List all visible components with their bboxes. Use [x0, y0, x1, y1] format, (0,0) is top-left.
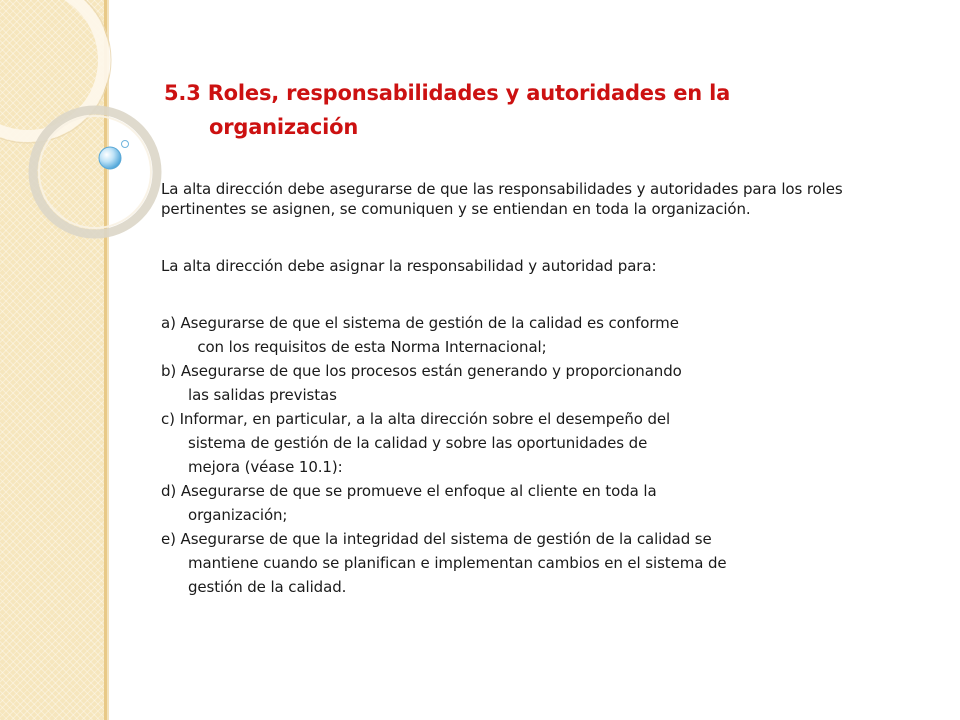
list-item — [161, 407, 931, 479]
list-item-line: mantiene cuando se planifican e implementan cambios en el sistema de — [188, 554, 727, 572]
list-item-line: mejora (véase 10.1): — [188, 458, 343, 476]
list-item-line: e) Asegurarse de que la integridad del sistema de gestión de la calidad se — [161, 530, 712, 548]
list-item-line: gestión de la calidad. — [188, 578, 347, 596]
ring-medium-inner — [39, 116, 151, 228]
ring-medium — [33, 110, 157, 234]
list-item — [161, 311, 931, 359]
list-item — [161, 527, 931, 599]
bubble-icon — [99, 147, 121, 169]
list-item — [161, 359, 931, 407]
list-item-line: organización; — [188, 506, 288, 524]
list-item-line: las salidas previstas — [188, 386, 337, 404]
list-item-line: a) Asegurarse de que el sistema de gestión de la calidad es conforme — [161, 314, 679, 332]
title-line-2: organización — [209, 115, 359, 139]
small-ring-icon — [122, 141, 129, 148]
list-item-line: con los requisitos de esta Norma Internacional; — [188, 338, 547, 356]
list-item-line: sistema de gestión de la calidad y sobre las oportunidades de — [188, 434, 648, 452]
list-item-line: c) Informar, en particular, a la alta dirección sobre el desempeño del — [161, 410, 671, 428]
slide-title — [164, 76, 924, 144]
paragraph-intro: La alta dirección debe asegurarse de que las responsabilidades y autoridades para los roles pertinentes se asignen, se comuniquen y se entiendan en toda la organización. — [161, 180, 843, 218]
list-item — [161, 479, 931, 527]
title-line-1: 5.3 Roles, responsabilidades y autoridades en la — [164, 81, 731, 105]
responsibility-list — [161, 311, 931, 599]
paragraph-assign: La alta dirección debe asignar la responsabilidad y autoridad para: — [161, 257, 657, 275]
list-item-line: b) Asegurarse de que los procesos están generando y proporcionando — [161, 362, 682, 380]
list-item-line: d) Asegurarse de que se promueve el enfoque al cliente en toda la — [161, 482, 657, 500]
